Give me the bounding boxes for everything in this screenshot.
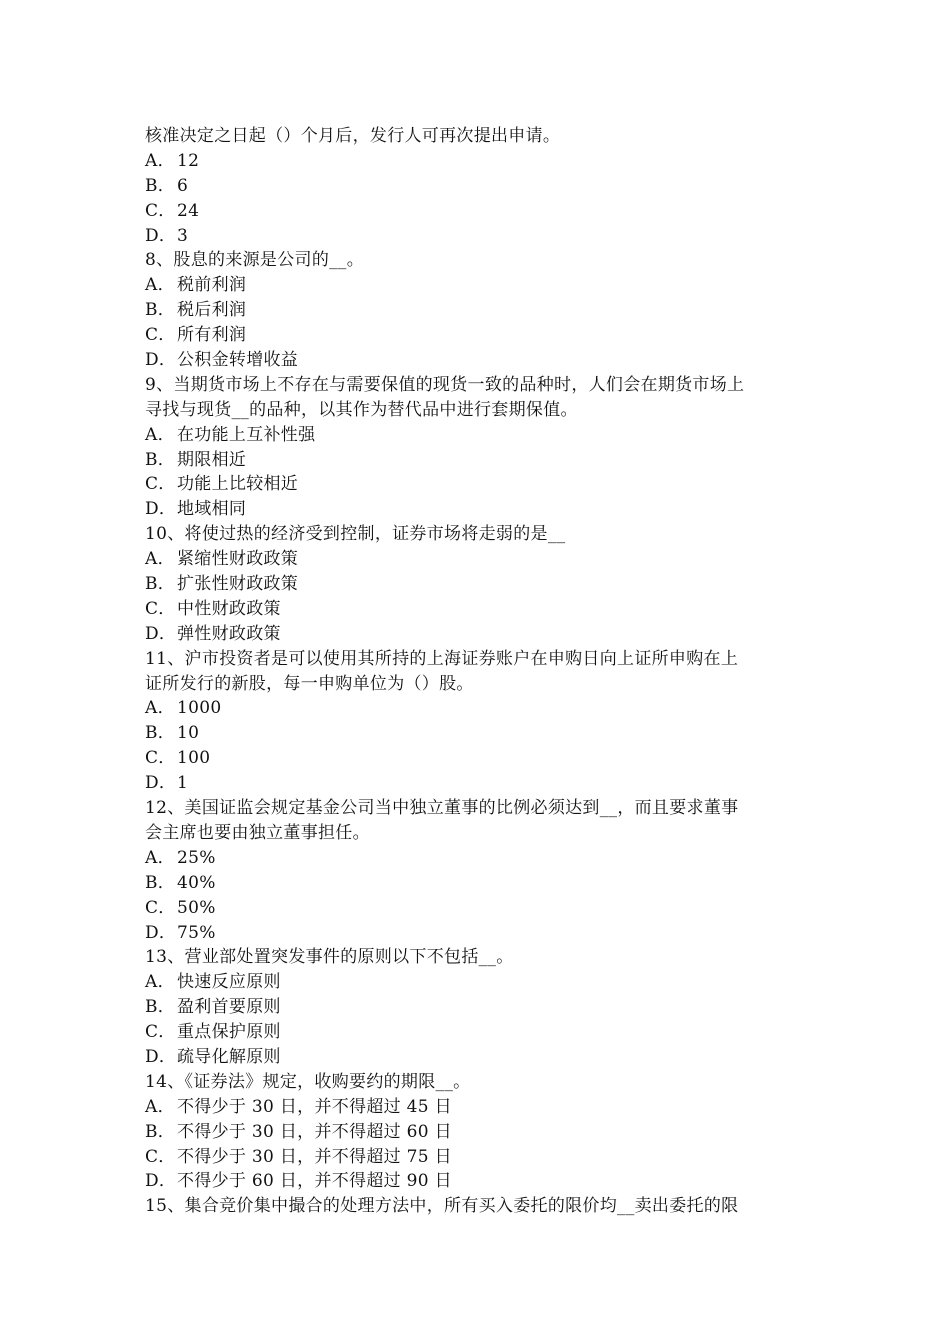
answer-option xyxy=(145,622,810,647)
answer-option xyxy=(145,746,810,771)
question-text: 证所发行的新股，每一申购单位为（）股。 xyxy=(145,673,474,694)
answer-option xyxy=(145,298,810,323)
option-text: 25% xyxy=(177,847,216,868)
option-text: 功能上比较相近 xyxy=(177,474,299,495)
option-text: 弹性财政政策 xyxy=(177,623,281,644)
answer-option xyxy=(145,199,810,224)
question-text: 10、将使过热的经济受到控制，证券市场将走弱的是__ xyxy=(145,524,566,545)
option-label: B． xyxy=(145,723,176,744)
question-text: 11、沪市投资者是可以使用其所持的上海证券账户在申购日向上证所申购在上 xyxy=(145,648,739,669)
option-text: 不得少于 60 日，并不得超过 90 日 xyxy=(177,1171,452,1192)
option-label: D． xyxy=(145,1046,177,1067)
answer-option xyxy=(145,547,810,572)
answer-option xyxy=(145,224,810,249)
option-label: A． xyxy=(145,424,175,445)
option-label: D． xyxy=(145,225,177,246)
question-text: 12、美国证监会规定基金公司当中独立董事的比例必须达到__，而且要求董事 xyxy=(145,798,739,819)
option-text: 100 xyxy=(177,748,211,769)
option-text: 在功能上互补性强 xyxy=(177,424,316,445)
answer-option xyxy=(145,597,810,622)
option-label: A． xyxy=(145,972,175,993)
option-label: C． xyxy=(145,1022,176,1043)
answer-option xyxy=(145,896,810,921)
option-text: 重点保护原则 xyxy=(177,1022,281,1043)
option-label: D． xyxy=(145,773,177,794)
answer-option xyxy=(145,1145,810,1170)
answer-option xyxy=(145,1169,810,1194)
option-text: 40% xyxy=(177,872,216,893)
option-text: 不得少于 30 日，并不得超过 75 日 xyxy=(177,1146,452,1167)
option-label: B． xyxy=(145,300,176,321)
option-label: B． xyxy=(145,1121,176,1142)
option-label: C． xyxy=(145,598,176,619)
option-label: D． xyxy=(145,623,177,644)
question-text: 15、集合竞价集中撮合的处理方法中，所有买入委托的限价均__卖出委托的限 xyxy=(145,1196,739,1217)
answer-option xyxy=(145,921,810,946)
option-label: B． xyxy=(145,574,176,595)
answer-option xyxy=(145,149,810,174)
option-text: 期限相近 xyxy=(177,449,247,470)
option-text: 扩张性财政政策 xyxy=(177,574,299,595)
option-text: 1 xyxy=(177,773,189,794)
option-text: 1000 xyxy=(177,698,222,719)
option-text: 快速反应原则 xyxy=(177,972,281,993)
option-text: 疏导化解原则 xyxy=(177,1046,281,1067)
option-text: 12 xyxy=(177,150,200,171)
answer-option xyxy=(145,174,810,199)
option-label: D． xyxy=(145,1171,177,1192)
question-text: 核准决定之日起（）个月后，发行人可再次提出申请。 xyxy=(145,126,561,146)
option-text: 盈利首要原则 xyxy=(177,997,281,1018)
option-text: 税前利润 xyxy=(177,275,247,296)
answer-option xyxy=(145,721,810,746)
answer-option xyxy=(145,423,810,448)
question-text: 14、《证券法》规定，收购要约的期限__。 xyxy=(145,1071,471,1092)
option-text: 24 xyxy=(177,200,200,221)
option-label: D． xyxy=(145,350,177,371)
option-label: B． xyxy=(145,997,176,1018)
answer-option xyxy=(145,771,810,796)
option-label: A． xyxy=(145,549,175,570)
option-label: C． xyxy=(145,897,176,918)
answer-option xyxy=(145,1120,810,1145)
option-label: A． xyxy=(145,698,175,719)
question-text: 会主席也要由独立董事担任。 xyxy=(145,822,370,843)
option-label: B． xyxy=(145,175,176,196)
answer-option xyxy=(145,846,810,871)
answer-option xyxy=(145,273,810,298)
option-label: A． xyxy=(145,150,175,171)
option-label: C． xyxy=(145,1146,176,1167)
document-page xyxy=(145,124,810,1219)
option-text: 不得少于 30 日，并不得超过 60 日 xyxy=(177,1121,452,1142)
answer-option xyxy=(145,1020,810,1045)
answer-option xyxy=(145,1095,810,1120)
question-text: 13、营业部处置突发事件的原则以下不包括__。 xyxy=(145,947,514,968)
option-text: 地域相同 xyxy=(177,499,247,520)
option-label: C． xyxy=(145,200,176,221)
option-text: 10 xyxy=(177,723,200,744)
option-text: 税后利润 xyxy=(177,300,247,321)
option-label: C． xyxy=(145,748,176,769)
option-label: A． xyxy=(145,275,175,296)
answer-option xyxy=(145,448,810,473)
option-label: C． xyxy=(145,474,176,495)
question-text: 9、当期货市场上不存在与需要保值的现货一致的品种时，人们会在期货市场上 xyxy=(145,374,745,395)
option-label: B． xyxy=(145,449,176,470)
option-label: D． xyxy=(145,922,177,943)
answer-option xyxy=(145,696,810,721)
answer-option xyxy=(145,348,810,373)
option-label: C． xyxy=(145,325,176,346)
question-text: 寻找与现货__的品种，以其作为替代品中进行套期保值。 xyxy=(145,399,578,420)
answer-option xyxy=(145,995,810,1020)
option-text: 中性财政政策 xyxy=(177,598,281,619)
answer-option xyxy=(145,497,810,522)
option-text: 不得少于 30 日，并不得超过 45 日 xyxy=(177,1096,452,1117)
option-text: 所有利润 xyxy=(177,325,247,346)
option-label: A． xyxy=(145,847,175,868)
option-label: A． xyxy=(145,1096,175,1117)
option-text: 3 xyxy=(177,225,189,246)
answer-option xyxy=(145,472,810,497)
answer-option xyxy=(145,970,810,995)
answer-option xyxy=(145,871,810,896)
option-text: 75% xyxy=(177,922,216,943)
question-text: 8、股息的来源是公司的__。 xyxy=(145,250,365,271)
answer-option xyxy=(145,572,810,597)
option-text: 50% xyxy=(177,897,216,918)
answer-option xyxy=(145,1045,810,1070)
option-label: B． xyxy=(145,872,176,893)
option-label: D． xyxy=(145,499,177,520)
option-text: 公积金转增收益 xyxy=(177,350,299,371)
answer-option xyxy=(145,323,810,348)
option-text: 6 xyxy=(177,175,189,196)
option-text: 紧缩性财政政策 xyxy=(177,549,299,570)
